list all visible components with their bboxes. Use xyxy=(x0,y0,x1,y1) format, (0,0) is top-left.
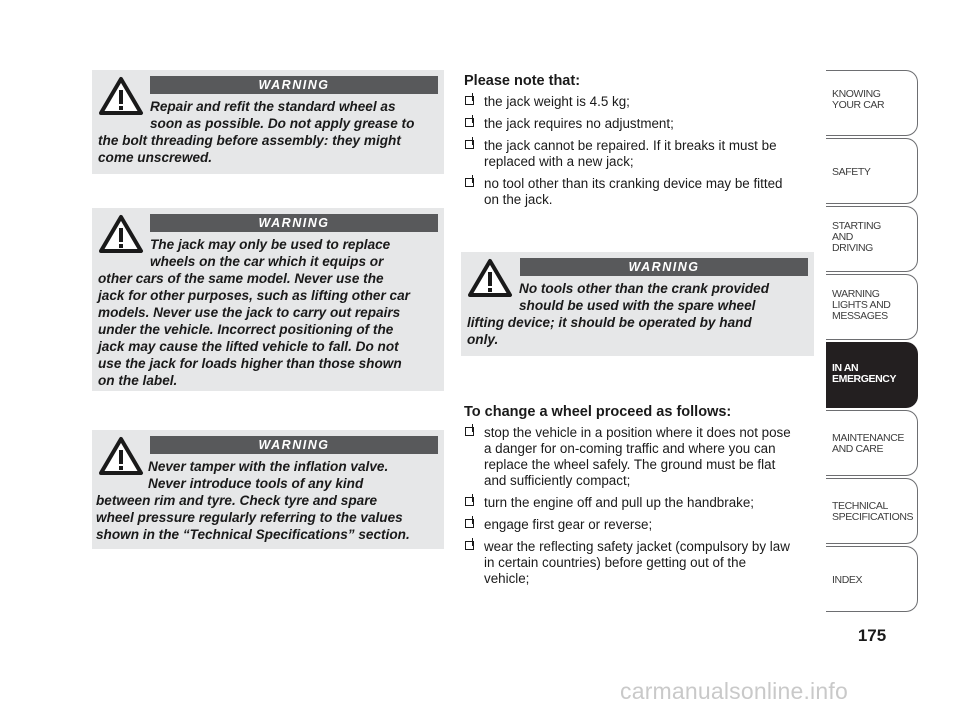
warning-line: jack for other purposes, such as lifting other car xyxy=(98,288,410,303)
checkbox-bullet-icon xyxy=(465,140,474,149)
change-wheel-title: To change a wheel proceed as follows: xyxy=(464,404,732,420)
list-item xyxy=(464,425,814,489)
tab-label-line: DRIVING xyxy=(832,242,873,254)
tab-label xyxy=(832,167,870,178)
tab-label-line: YOUR CAR xyxy=(832,99,885,111)
checkbox-bullet-icon xyxy=(465,427,474,436)
warning-line: jack may cause the lifted vehicle to fall. Do not xyxy=(98,339,399,354)
tab-label-line: AND CARE xyxy=(832,443,884,455)
tab-label xyxy=(832,221,881,254)
warning-text xyxy=(96,458,410,543)
list-item-line: on the jack. xyxy=(484,192,553,207)
warning-line: under the vehicle. Incorrect positioning of the xyxy=(98,322,394,337)
note-section xyxy=(464,72,814,214)
list-item-line: replace the wheel safely. The ground must be flat xyxy=(484,457,776,472)
tab-index[interactable] xyxy=(826,546,918,612)
list-item xyxy=(464,138,814,170)
list-item xyxy=(464,116,814,132)
list-item xyxy=(464,517,814,533)
checkbox-bullet-icon xyxy=(465,178,474,187)
warning-line: should be used with the spare wheel xyxy=(519,298,756,313)
note-list xyxy=(464,94,814,208)
tab-label-line: INDEX xyxy=(832,574,863,586)
list-item xyxy=(464,539,814,587)
checkbox-bullet-icon xyxy=(465,497,474,506)
list-item-line: and sufficiently compact; xyxy=(484,473,631,488)
warning-line: lifting device; it should be operated by hand xyxy=(467,315,752,330)
list-item-line: no tool other than its cranking device may be fitted xyxy=(484,176,783,191)
warning-line: Never introduce tools of any kind xyxy=(148,476,364,491)
list-item-line: vehicle; xyxy=(484,571,530,586)
warning-box-wheel-refit xyxy=(92,70,444,174)
warning-label: WARNING xyxy=(150,436,438,454)
warning-line: come unscrewed. xyxy=(98,150,213,165)
list-item-line: replaced with a new jack; xyxy=(484,154,634,169)
list-item xyxy=(464,495,814,511)
warning-line: the bolt threading before assembly: they might xyxy=(98,133,401,148)
list-item-line: the jack requires no adjustment; xyxy=(484,116,674,131)
list-item-line: stop the vehicle in a position where it does not pose xyxy=(484,425,791,440)
checkbox-bullet-icon xyxy=(465,519,474,528)
page-number: 175 xyxy=(857,626,887,645)
warning-box-inflation-valve xyxy=(92,430,444,549)
warning-line: models. Never use the jack to carry out repairs xyxy=(98,305,401,320)
warning-line: No tools other than the crank provided xyxy=(519,281,769,296)
list-item-line: the jack weight is 4.5 kg; xyxy=(484,94,630,109)
checkbox-bullet-icon xyxy=(465,96,474,105)
warning-line: The jack may only be used to replace xyxy=(150,237,391,252)
tab-label-line: AND xyxy=(832,231,853,243)
warning-text xyxy=(98,236,410,389)
tab-label xyxy=(832,363,896,385)
warning-text xyxy=(98,98,414,166)
warning-line: wheel pressure regularly referring to the values xyxy=(96,510,403,525)
tab-label-line: WARNING xyxy=(832,288,880,300)
warning-line: use the jack for loads higher than those shown xyxy=(98,356,402,371)
warning-line: Never tamper with the inflation valve. xyxy=(148,459,389,474)
warning-line: on the label. xyxy=(98,373,178,388)
list-item-line: a danger for on-coming traffic and where you can xyxy=(484,441,776,456)
tab-label xyxy=(832,289,890,322)
tab-label xyxy=(832,433,904,455)
warning-line: soon as possible. Do not apply grease to xyxy=(150,116,415,131)
tab-knowing-your-car[interactable] xyxy=(826,70,918,136)
list-item xyxy=(464,94,814,110)
tab-label-line: LIGHTS AND xyxy=(832,299,891,311)
change-wheel-section xyxy=(464,403,814,593)
note-title: Please note that: xyxy=(464,73,581,89)
tab-technical-specifications[interactable] xyxy=(826,478,918,544)
warning-line: other cars of the same model. Never use the xyxy=(98,271,384,286)
list-item xyxy=(464,176,814,208)
tab-label-line: TECHNICAL xyxy=(832,500,888,512)
warning-line: between rim and tyre. Check tyre and spare xyxy=(96,493,378,508)
list-item-line: engage first gear or reverse; xyxy=(484,517,653,532)
tab-label-line: MESSAGES xyxy=(832,310,888,322)
tab-warning-lights-and-messages[interactable] xyxy=(826,274,918,340)
tab-label-line: MAINTENANCE xyxy=(832,432,905,444)
tab-starting-and-driving[interactable] xyxy=(826,206,918,272)
warning-label: WARNING xyxy=(520,258,808,276)
tab-maintenance-and-care[interactable] xyxy=(826,410,918,476)
warning-box-crank-tools xyxy=(461,252,814,356)
list-item-line: in certain countries) before getting out of the xyxy=(484,555,747,570)
warning-label: WARNING xyxy=(150,214,438,232)
checkbox-bullet-icon xyxy=(465,118,474,127)
warning-line: only. xyxy=(467,332,499,347)
warning-line: wheels on the car which it equips or xyxy=(150,254,384,269)
tab-label-line: EMERGENCY xyxy=(832,373,897,385)
checkbox-bullet-icon xyxy=(465,541,474,550)
list-item-line: the jack cannot be repaired. If it breaks it must be xyxy=(484,138,777,153)
tab-label-line: KNOWING xyxy=(832,88,881,100)
tab-in-an-emergency[interactable] xyxy=(826,342,918,408)
tab-label xyxy=(832,501,913,523)
tab-label-line: SPECIFICATIONS xyxy=(832,511,914,523)
warning-label: WARNING xyxy=(150,76,438,94)
tab-label-line: SAFETY xyxy=(832,166,871,178)
tab-label xyxy=(832,89,884,111)
list-item-line: wear the reflecting safety jacket (compulsory by law xyxy=(484,539,790,554)
warning-line: Repair and refit the standard wheel as xyxy=(150,99,396,114)
warning-box-jack-usage xyxy=(92,208,444,391)
warning-line: shown in the “Technical Specifications” section. xyxy=(96,527,410,542)
warning-text xyxy=(467,280,769,348)
tab-label-line: IN AN xyxy=(832,362,859,374)
watermark: carmanualsonline.info xyxy=(620,678,848,704)
list-item-line: turn the engine off and pull up the handbrake; xyxy=(484,495,755,510)
change-wheel-list xyxy=(464,425,814,587)
tab-label xyxy=(832,575,862,586)
tab-safety[interactable] xyxy=(826,138,918,204)
tab-label-line: STARTING xyxy=(832,220,881,232)
